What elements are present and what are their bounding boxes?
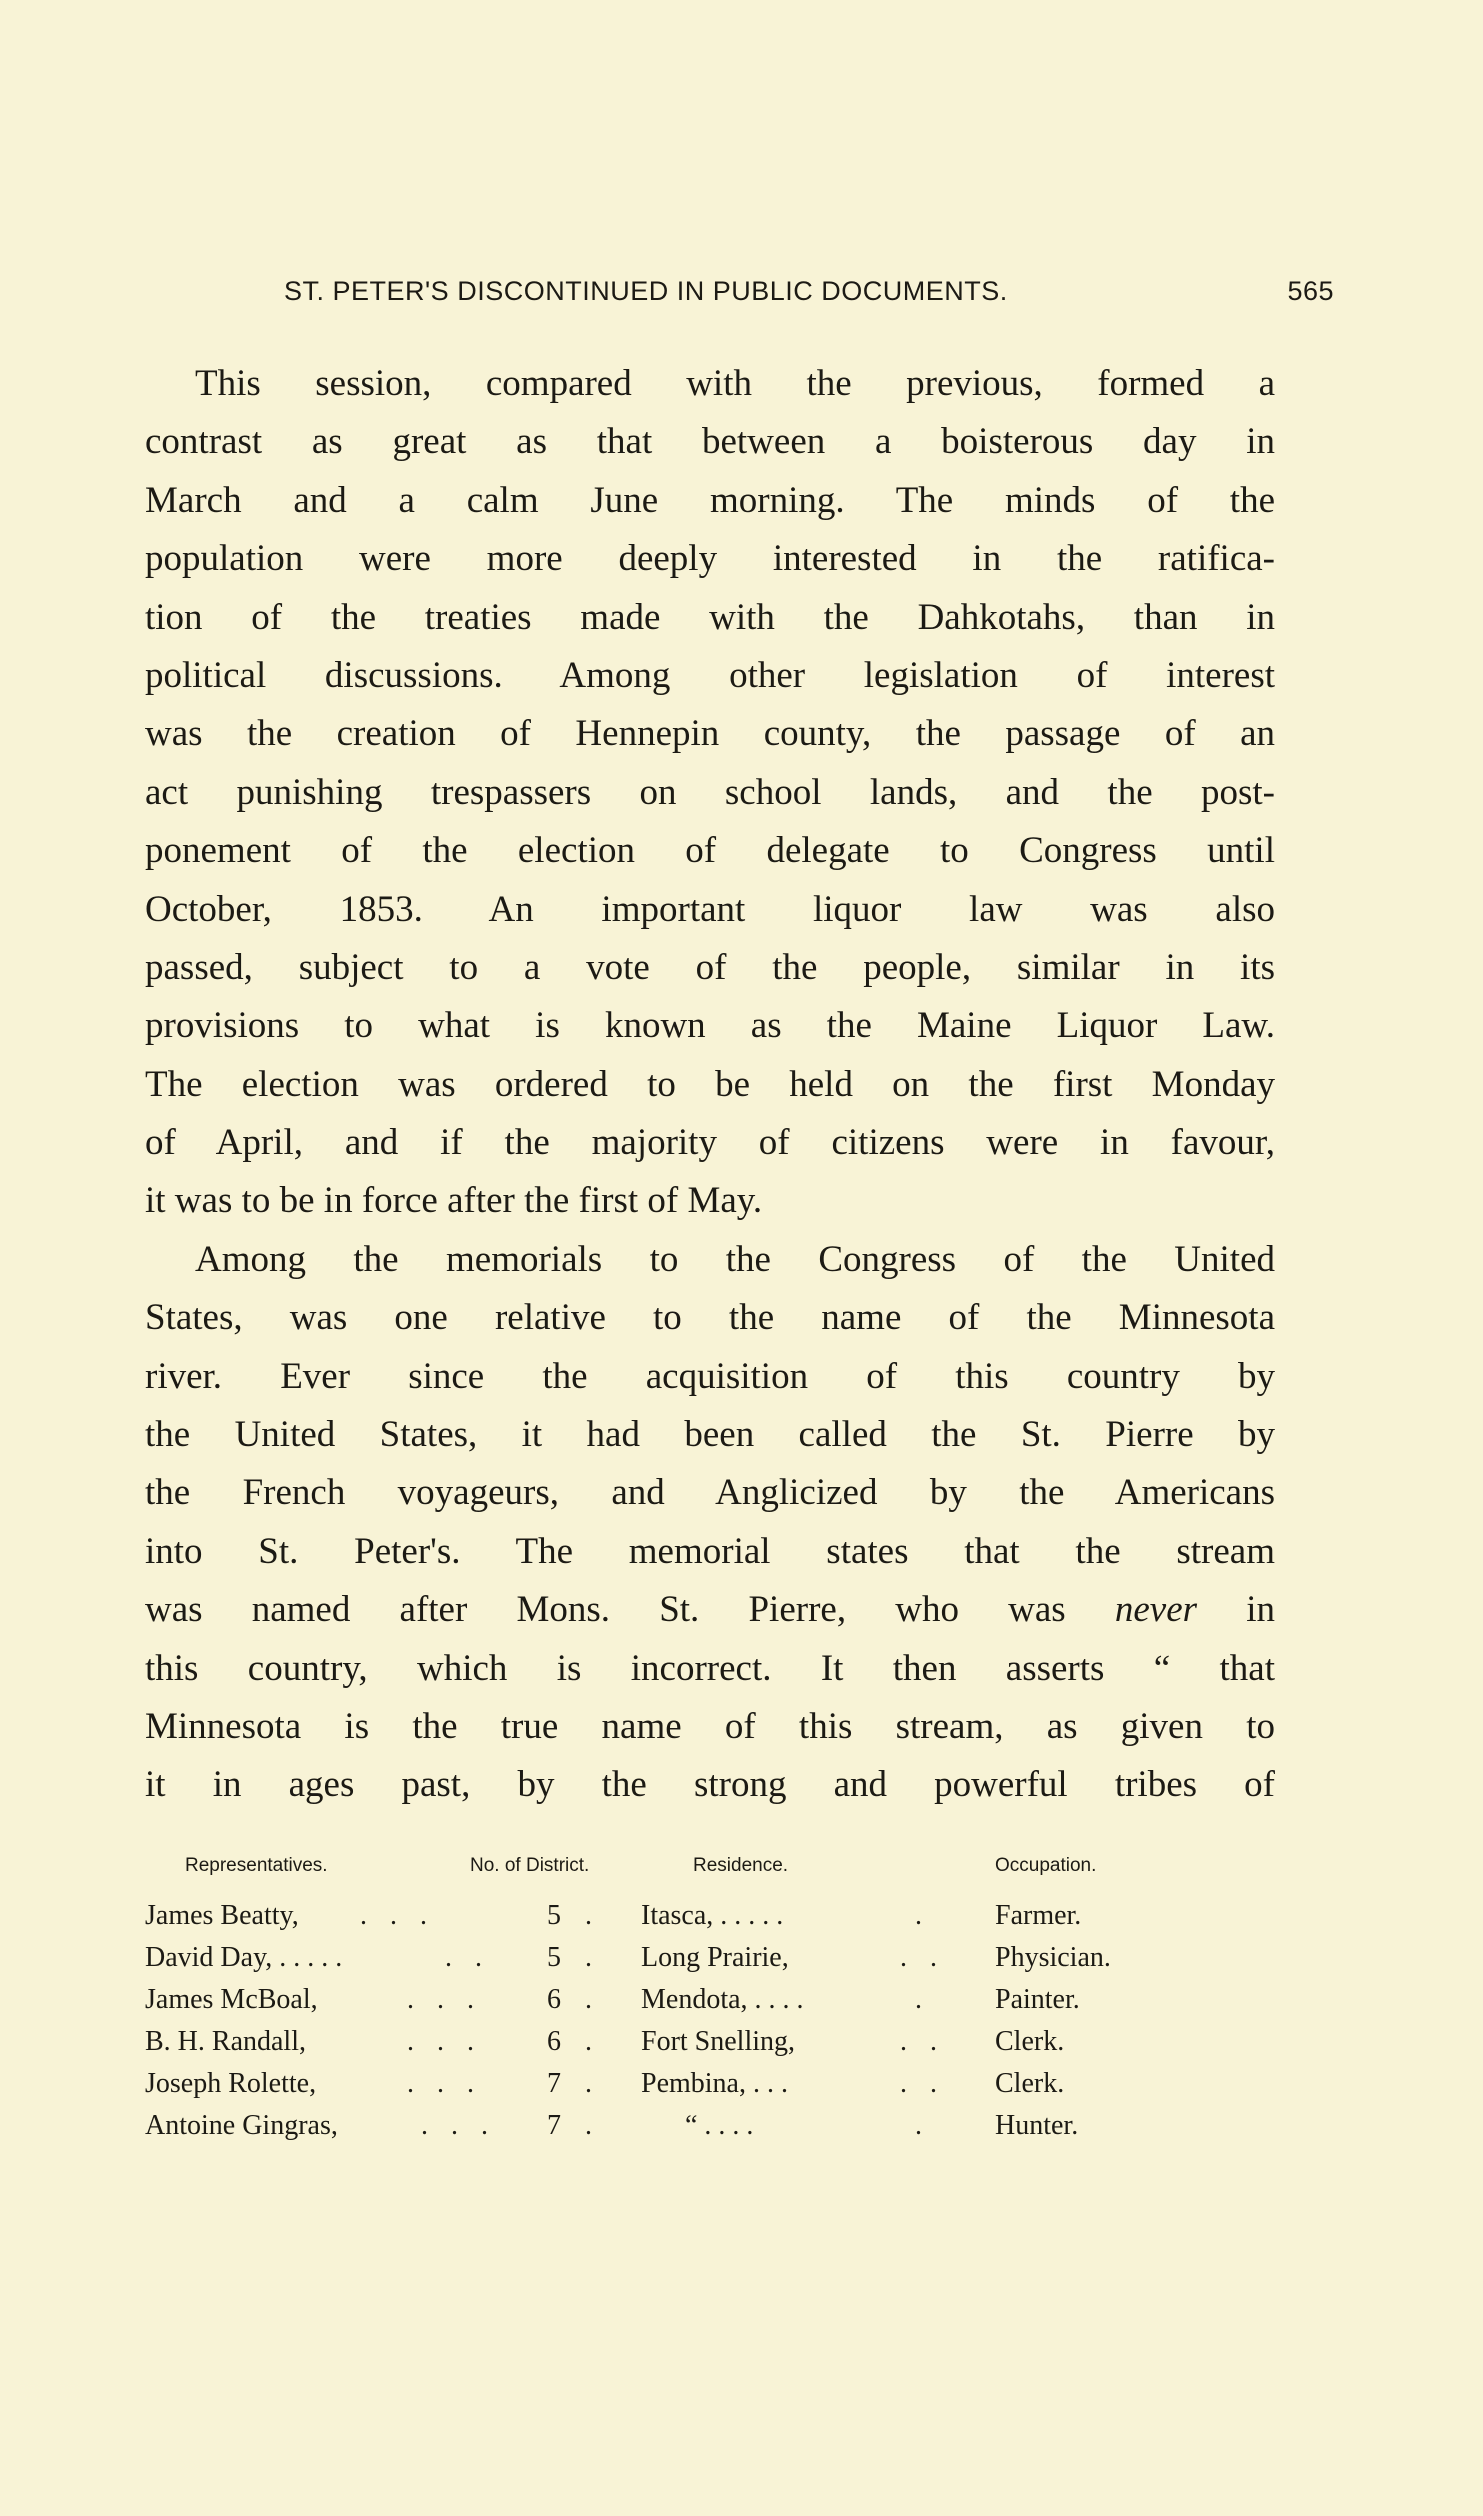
header-district: No. of District. — [470, 1855, 590, 1876]
table-header — [145, 1855, 1165, 1895]
residence: Mendota, . . . . — [641, 1984, 804, 2015]
page-number: 565 — [1287, 276, 1334, 306]
text-line: the French voyageurs, and Anglicized by the Americans — [145, 1472, 1275, 1514]
leader-dots: . — [915, 2110, 930, 2141]
separator-dot: . — [585, 2026, 592, 2057]
residence: Long Prairie, — [641, 1942, 789, 1973]
residence: “ . . . . — [685, 2110, 754, 2141]
text-line: Minnesota is the true name of this stream, as given to — [145, 1705, 1275, 1747]
residence: Itasca, . . . . . — [641, 1900, 784, 1931]
leader-dots: . . . — [421, 2110, 496, 2141]
text-line: This session, compared with the previous, formed a — [195, 363, 1275, 404]
separator-dot: . — [585, 1984, 592, 2015]
table-row — [145, 2105, 1165, 2147]
text-line: act punishing trespassers on school lands, and the post- — [145, 771, 1275, 813]
separator-dot: . — [585, 2110, 592, 2141]
text-line: river. Ever since the acquisition of this country by — [145, 1355, 1275, 1397]
leader-dots: . . — [900, 2026, 945, 2057]
district-number: 6 — [547, 2026, 561, 2057]
leader-dots: . . . — [407, 1984, 482, 2015]
body-text — [145, 355, 1275, 1815]
separator-dot: . — [585, 1942, 592, 1973]
text-line: passed, subject to a vote of the people, similar in its — [145, 946, 1275, 988]
occupation: Clerk. — [995, 2068, 1065, 2099]
residence: Fort Snelling, — [641, 2026, 796, 2057]
header-residence: Residence. — [693, 1855, 789, 1876]
separator-dot: . — [585, 1900, 592, 1931]
leader-dots: . . — [900, 1942, 945, 1973]
text-line: Among the memorials to the Congress of the United — [195, 1238, 1275, 1280]
rep-name: David Day, . . . . . — [145, 1942, 343, 1973]
occupation: Physician. — [995, 1942, 1111, 1973]
text-line: it in ages past, by the strong and powerful tribes of — [145, 1764, 1275, 1806]
table-row — [145, 1895, 1165, 1937]
text-line: October, 1853. An important liquor law was also — [145, 888, 1275, 930]
text-line: was the creation of Hennepin county, the passage of an — [145, 713, 1275, 755]
district-number: 5 — [547, 1942, 561, 1973]
leader-dots: . . . — [407, 2068, 482, 2099]
separator-dot: . — [585, 2068, 592, 2099]
rep-name: Antoine Gingras, — [145, 2110, 338, 2141]
representatives-table — [145, 1855, 1165, 2147]
text-line: contrast as great as that between a boisterous day in — [145, 421, 1275, 463]
text-line: this country, which is incorrect. It then asserts “ that — [145, 1647, 1275, 1689]
text-line: the United States, it had been called the St. Pierre by — [145, 1414, 1275, 1456]
text-line: tion of the treaties made with the Dahkotahs, than in — [145, 596, 1275, 638]
text-line-mixed — [145, 1581, 1275, 1639]
district-number: 7 — [547, 2110, 561, 2141]
text-line: States, was one relative to the name of the Minnesota — [145, 1297, 1275, 1339]
header-occupation: Occupation. — [995, 1855, 1097, 1876]
leader-dots: . — [915, 1984, 930, 2015]
leader-dots: . . . — [360, 1900, 435, 1931]
rep-name: Joseph Rolette, — [145, 2068, 317, 2099]
text-line: into St. Peter's. The memorial states that the stream — [145, 1530, 1275, 1572]
rep-name: James Beatty, — [145, 1900, 299, 1931]
district-number: 6 — [547, 1984, 561, 2015]
occupation: Painter. — [995, 1984, 1080, 2015]
occupation: Hunter. — [995, 2110, 1079, 2141]
rep-name: James McBoal, — [145, 1984, 318, 2015]
district-number: 5 — [547, 1900, 561, 1931]
header-representatives: Representatives. — [185, 1855, 328, 1876]
occupation: Farmer. — [995, 1900, 1082, 1931]
leader-dots: . . — [900, 2068, 945, 2099]
text-line: provisions to what is known as the Maine Liquor Law. — [145, 1005, 1275, 1047]
leader-dots: . — [915, 1900, 930, 1931]
table-row — [145, 1937, 1165, 1979]
district-number: 7 — [547, 2068, 561, 2099]
italic-word: never — [1114, 1589, 1198, 1631]
table-row — [145, 1979, 1165, 2021]
text-line: The election was ordered to be held on the first Monday — [145, 1063, 1275, 1105]
rep-name: B. H. Randall, — [145, 2026, 306, 2057]
text-line: ponement of the election of delegate to Congress until — [145, 830, 1275, 872]
text-line-start: was named after Mons. St. Pierre, who was — [145, 1589, 1066, 1631]
text-line: political discussions. Among other legislation of interest — [145, 654, 1275, 696]
text-line: population were more deeply interested in the ratifica- — [145, 538, 1275, 580]
table-row — [145, 2063, 1165, 2105]
leader-dots: . . — [445, 1942, 490, 1973]
text-line: March and a calm June morning. The minds of the — [145, 479, 1275, 521]
occupation: Clerk. — [995, 2026, 1065, 2057]
table-row — [145, 2021, 1165, 2063]
residence: Pembina, . . . — [641, 2068, 788, 2099]
running-head — [284, 276, 1334, 316]
text-line-end: in — [1246, 1589, 1276, 1631]
running-head-title: ST. PETER'S DISCONTINUED IN PUBLIC DOCUMENTS. — [284, 276, 1008, 306]
text-line: it was to be in force after the first of May. — [145, 1180, 763, 1222]
leader-dots: . . . — [407, 2026, 482, 2057]
text-line: of April, and if the majority of citizens were in favour, — [145, 1122, 1275, 1164]
